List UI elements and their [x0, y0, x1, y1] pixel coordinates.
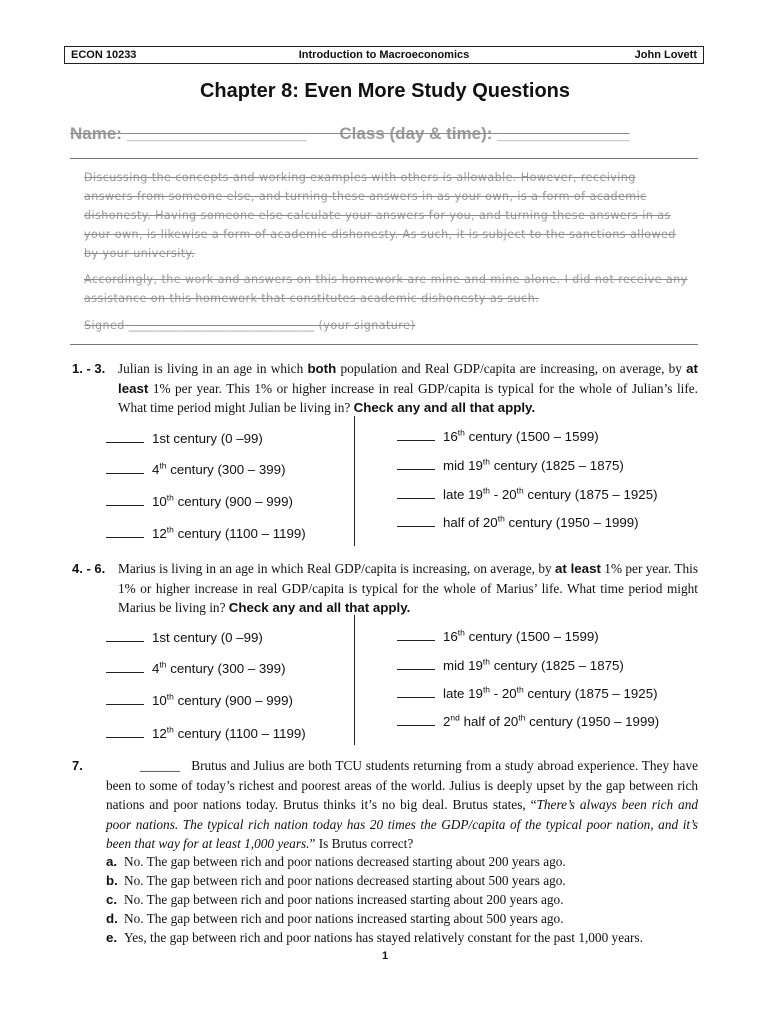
- answer-blank[interactable]: [106, 725, 144, 738]
- answer-option: late 19th - 20th century (1875 – 1925): [397, 685, 658, 701]
- answer-blank[interactable]: [106, 692, 144, 705]
- course-code: ECON 10233: [71, 49, 137, 61]
- answer-option: 1st century (0 –99): [106, 430, 263, 446]
- answer-blank[interactable]: [106, 493, 144, 506]
- answer-option: 10th century (900 – 999): [106, 493, 293, 509]
- answer-blank[interactable]: [397, 514, 435, 527]
- question-number: 1. - 3.: [72, 361, 106, 376]
- question-text: ______ Brutus and Julius are both TCU students returning from a study abroad experience. They have been to some of today’s richest and poorest areas of the world. Julius is deeply upset by the gap between rich nations and poor nations today. Brutus thinks it’s no big deal. Brutus states, “There’s always been rich and poor nations. The typical rich nation today has 20 times the GDP/capita of the typical poor nation, and it’s been that way for at least 1,000 years.” Is Brutus correct?: [106, 758, 698, 851]
- answer-blank[interactable]: [106, 430, 144, 443]
- signature-blank: _______________________________: [128, 319, 315, 332]
- question-text: Marius is living in an age in which Real GDP/capita is increasing, on average, by at least 1% per year. This 1% or higher increase in real GDP/capita is typical for the whole of Marius’ life. What time period might Marius be living in? Check any and all that apply.: [118, 561, 699, 615]
- answer-blank[interactable]: [397, 628, 435, 641]
- answer-blank[interactable]: [106, 461, 144, 474]
- answer-blank[interactable]: [397, 486, 435, 499]
- signature-hint: (your signature): [318, 319, 416, 332]
- running-header: [64, 46, 704, 64]
- answer-option: late 19th - 20th century (1875 – 1925): [397, 486, 658, 502]
- question-number: 7.: [72, 758, 83, 773]
- answer-option: mid 19th century (1825 – 1875): [397, 657, 624, 673]
- question-text: Julian is living in an age in which both population and Real GDP/capita are increasing, on average, by at least 1% per year. This 1% or higher increase in real GDP/capita is typical for the whole of Julian’s life. What time period might Julian be living in? Check any and all that apply.: [118, 361, 698, 415]
- answer-option: 12th century (1100 – 1199): [106, 725, 306, 741]
- answer-blank[interactable]: [106, 660, 144, 673]
- column-divider: [354, 615, 355, 745]
- honor-paragraph-2: Accordingly, the work and answers on this homework are mine and mine alone. I did not receive any assistance on this homework that constitutes academic dishonesty as such.: [84, 273, 688, 305]
- answer-option: half of 20th century (1950 – 1999): [397, 514, 639, 530]
- page-number: 1: [381, 950, 389, 962]
- answer-choices: [106, 852, 706, 947]
- answer-blank[interactable]: [397, 713, 435, 726]
- choice-e: e. Yes, the gap between rich and poor nations has stayed relatively constant for the past 1,000 years.: [106, 930, 643, 945]
- divider: [70, 344, 698, 345]
- signed-label: Signed: [84, 319, 125, 332]
- answer-option: 16th century (1500 – 1599): [397, 428, 599, 444]
- question-number: 4. - 6.: [72, 561, 106, 576]
- answer-option: 2nd half of 20th century (1950 – 1999): [397, 713, 659, 729]
- answer-option: 4th century (300 – 399): [106, 660, 286, 676]
- answer-option: 4th century (300 – 399): [106, 461, 286, 477]
- class-blank: ______________: [497, 124, 630, 143]
- answer-blank[interactable]: [397, 457, 435, 470]
- choice-b: b. No. The gap between rich and poor nations decreased starting about 500 years ago.: [106, 873, 566, 888]
- page-title: Chapter 8: Even More Study Questions: [199, 80, 571, 102]
- answer-option: 12th century (1100 – 1199): [106, 525, 306, 541]
- answer-blank[interactable]: [397, 657, 435, 670]
- answer-option: 16th century (1500 – 1599): [397, 628, 599, 644]
- answer-option: 10th century (900 – 999): [106, 692, 293, 708]
- author: John Lovett: [634, 49, 697, 61]
- answer-option: 1st century (0 –99): [106, 629, 263, 645]
- honor-paragraph-1: Discussing the concepts and working examples with others is allowable. However, receiving answers from someone else, and turning these answers in as your own, is a form of academic dishonesty. Having someone else calculate your answers for you, and turning these answers in as your own, is likewise a form of academic dishonesty. As such, it is subject to the sanctions allowed by your university.: [84, 171, 676, 260]
- answer-blank[interactable]: ______: [140, 758, 180, 773]
- choice-a: a. No. The gap between rich and poor nations decreased starting about 200 years ago.: [106, 854, 566, 869]
- answer-blank[interactable]: [397, 428, 435, 441]
- name-label: Name:: [70, 124, 122, 143]
- column-divider: [354, 416, 355, 546]
- class-label: Class (day & time):: [339, 124, 493, 143]
- signature-line: [84, 316, 688, 335]
- name-blank: ___________________: [126, 124, 307, 143]
- divider: [70, 158, 698, 159]
- answer-option: mid 19th century (1825 – 1875): [397, 457, 624, 473]
- course-title: Introduction to Macroeconomics: [298, 49, 470, 61]
- choice-c: c. No. The gap between rich and poor nations increased starting about 200 years ago.: [106, 892, 564, 907]
- name-class-line: [70, 124, 630, 144]
- choice-d: d. No. The gap between rich and poor nations increased starting about 500 years ago.: [106, 911, 564, 926]
- answer-blank[interactable]: [106, 629, 144, 642]
- answer-blank[interactable]: [397, 685, 435, 698]
- answer-blank[interactable]: [106, 525, 144, 538]
